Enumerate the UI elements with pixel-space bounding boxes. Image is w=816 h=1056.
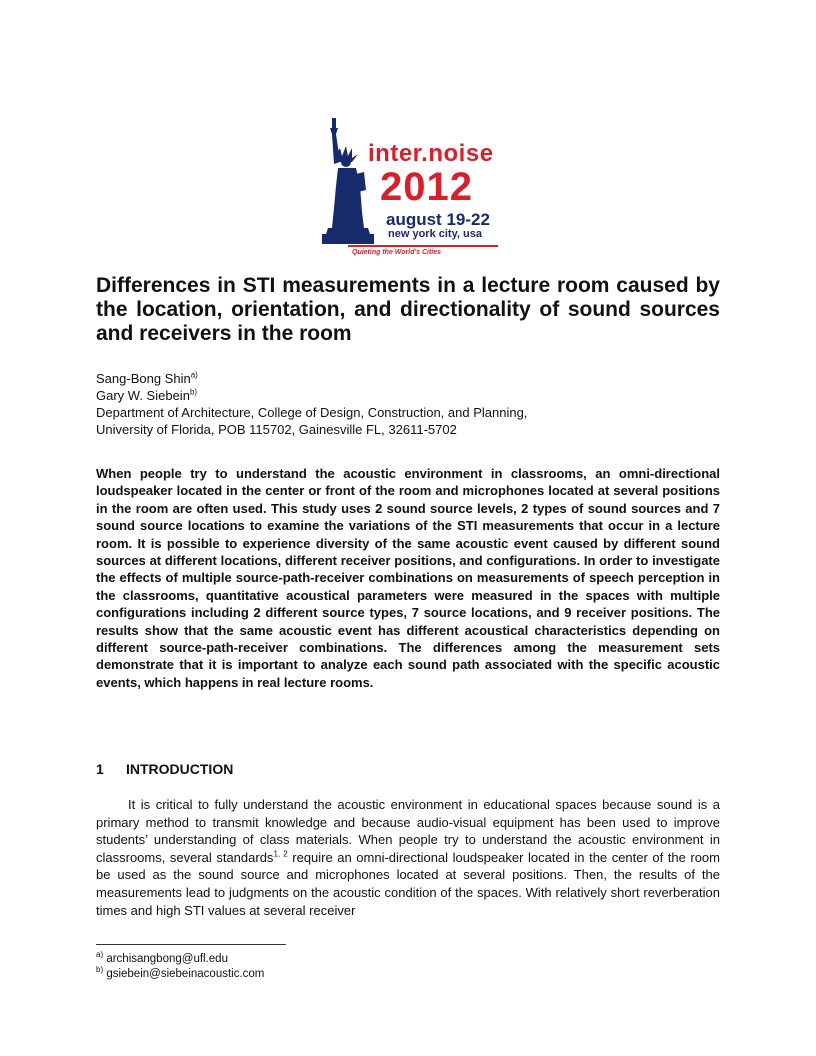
footnote-email-2: gsiebein@siebeinacoustic.com <box>103 968 265 980</box>
conference-logo <box>318 116 518 260</box>
section-number: 1 <box>96 761 104 777</box>
footnote-2 <box>96 967 264 982</box>
logo-tagline: Quieting the World's Cities <box>352 249 442 256</box>
footnote-1 <box>96 952 264 967</box>
author-mark: b) <box>189 387 198 397</box>
footnotes <box>96 952 264 982</box>
section-title: INTRODUCTION <box>126 761 234 777</box>
footnote-mark: b) <box>96 965 104 975</box>
intro-text-2: require an omni-directional loudspeaker located in the center of the room be used as the sound source and microphones located at several positions. Then, the results of the measurements lead to judgments on the acoustic condition of the spaces. With relatively short reverberation times and high STI values at several receiver <box>96 849 720 918</box>
introduction-paragraph <box>96 796 720 919</box>
logo-year: 2012 <box>380 165 473 209</box>
logo-line-1: inter.noise <box>368 140 494 167</box>
author-1 <box>96 370 720 387</box>
footnote-rule <box>96 944 286 945</box>
footnote-mark: a) <box>96 950 104 960</box>
abstract: When people try to understand the acoustic environment in classrooms, an omni-directional loudspeaker located in the center or front of the room and microphones located at several positions in the room are often used. This study uses 2 sound source levels, 2 types of sound sources and 7 sound source locations to examine the variations of the STI measurements that occur in a lecture room. It is possible to experience diversity of the same acoustic event caused by different sound sources at different locations, different receiver positions, and configurations. In order to investigate the effects of multiple source-path-receiver combinations on measurements of speech perception in the classrooms, quantitative acoustical parameters were measured in the spaces with multiple configurations including 2 different source types, 7 source locations, and 9 receiver positions. The results show that the same acoustic event has different acoustical characteristics depending on different source-path-receiver combinations. The differences among the measurement sets demonstrate that it is important to analyze each sound path associated with the specific acoustic events, which happens in real lecture rooms. <box>96 466 720 690</box>
intro-text-1: It is critical to fully understand the acoustic environment in educational spaces because sound is a primary method to transmit knowledge and because audio-visual equipment has been used to improve students’ understanding of class materials. When people try to understand the acoustic environment in classrooms, several standards <box>96 797 720 865</box>
author-mark: a) <box>190 370 198 380</box>
author-2 <box>96 387 720 404</box>
affiliation-line-1: Department of Architecture, College of Design, Construction, and Planning, <box>96 405 528 420</box>
section-heading <box>96 761 233 777</box>
footnote-email-1: archisangbong@ufl.edu <box>103 953 228 965</box>
citation-ref: 1, 2 <box>273 849 288 859</box>
author-name: Sang-Bong Shin <box>96 371 191 386</box>
logo-dates: august 19-22 <box>386 210 490 229</box>
author-block <box>96 370 720 438</box>
logo-location: new york city, usa <box>388 228 482 240</box>
affiliation-line-2: University of Florida, POB 115702, Gainesville FL, 32611-5702 <box>96 422 457 437</box>
paper-title: Differences in STI measurements in a lecture room caused by the location, orientation, and directionality of sound sources and receivers in the room <box>96 274 720 345</box>
author-name: Gary W. Siebein <box>96 388 190 403</box>
